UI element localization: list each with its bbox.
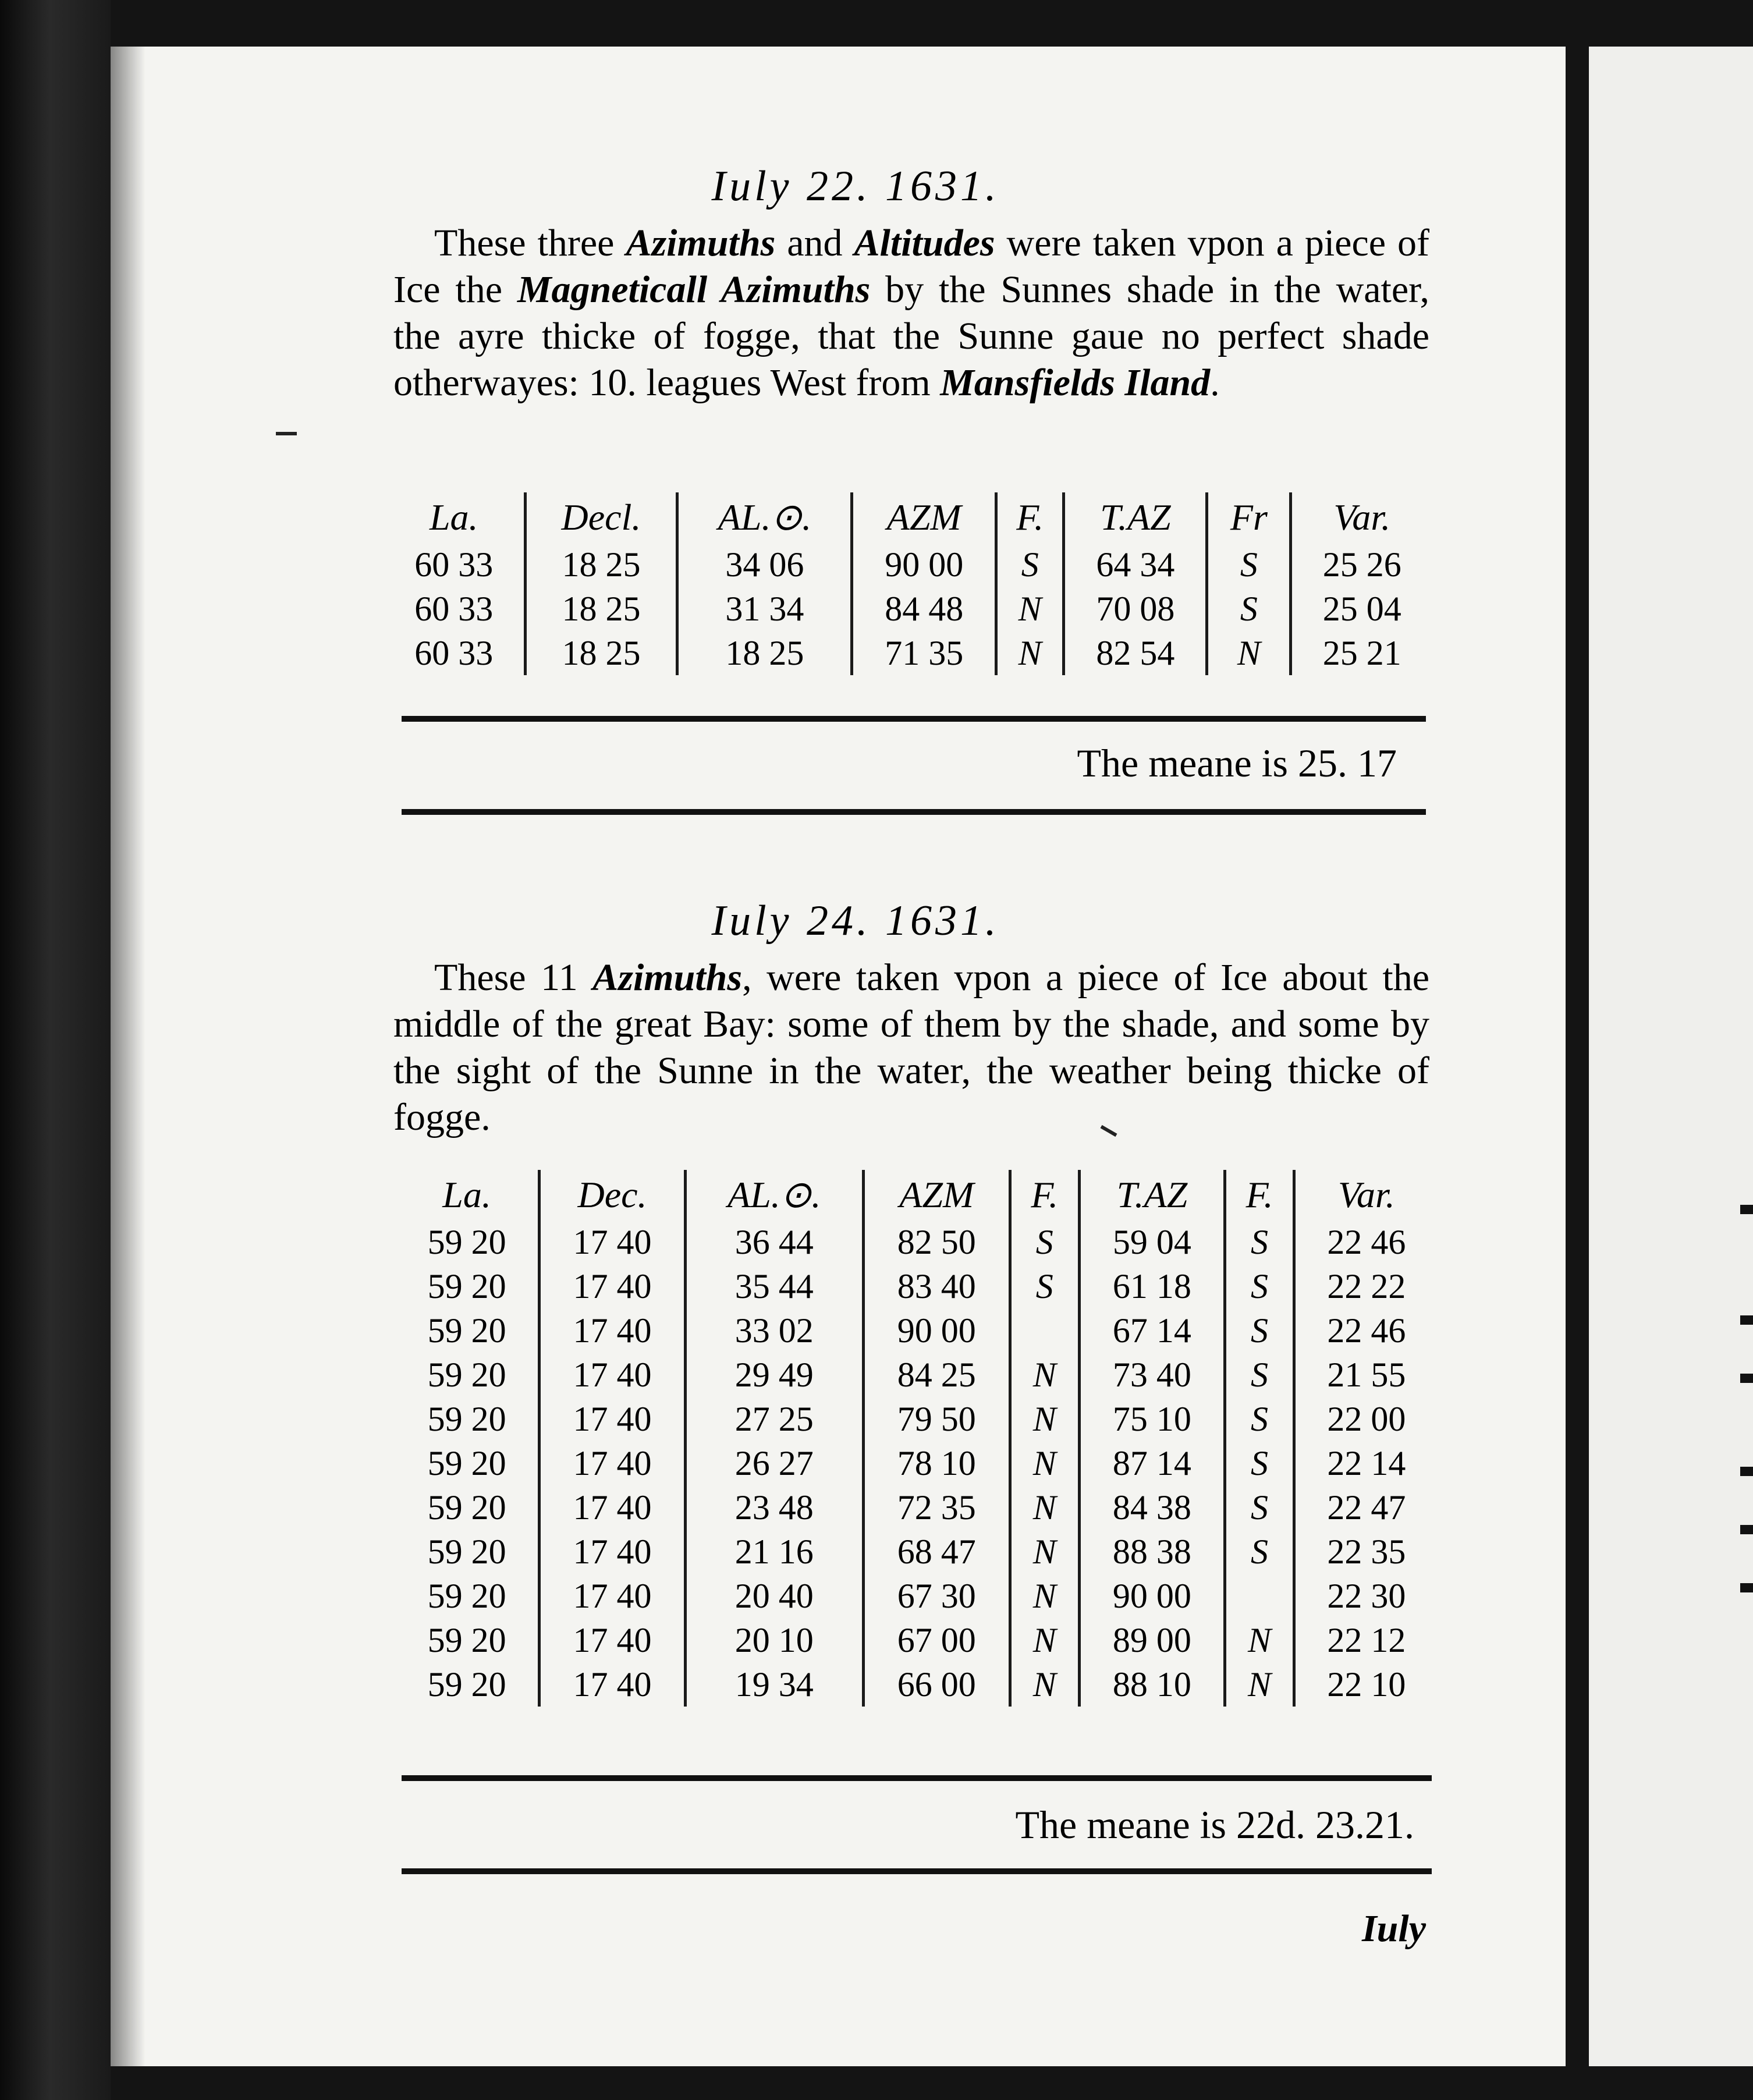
table-cell: N [996, 587, 1064, 631]
table-cell: 75 10 [1079, 1397, 1225, 1441]
table-cell: S [1010, 1220, 1080, 1264]
section1-rule-bottom [402, 809, 1426, 815]
column-header: AZM [852, 492, 996, 542]
table-cell: 18 25 [525, 542, 677, 587]
table-cell: 59 20 [427, 1665, 506, 1704]
table-cell: 22 14 [1294, 1441, 1438, 1485]
table-cell: N [1010, 1574, 1080, 1618]
table-row [396, 1618, 1438, 1662]
table-cell: N [1010, 1441, 1080, 1485]
table-cell: 17 40 [540, 1308, 686, 1353]
table-header-row [384, 492, 1432, 542]
table-cell: 17 40 [540, 1618, 686, 1662]
table-cell: 34 06 [677, 542, 852, 587]
table-cell: 59 20 [427, 1222, 506, 1261]
table-row [396, 1485, 1438, 1530]
column-header: AZM [863, 1170, 1010, 1220]
table-cell: 19 34 [685, 1662, 863, 1707]
table-cell: 27 25 [685, 1397, 863, 1441]
table-row [396, 1530, 1438, 1574]
catchword: Iuly [1362, 1907, 1426, 1950]
table-cell: 25 04 [1291, 587, 1432, 631]
section2-mean: The meane is 22d. 23.21. [1015, 1803, 1414, 1847]
column-header: La. [429, 496, 478, 538]
table-cell: 31 34 [677, 587, 852, 631]
table-cell: 21 16 [685, 1530, 863, 1574]
table-cell: N [1010, 1530, 1080, 1574]
column-header: F. [1010, 1170, 1080, 1220]
section1-heading: Iuly 22. 1631. [711, 162, 1000, 210]
table-row [396, 1308, 1438, 1353]
table-row [396, 1220, 1438, 1264]
table-cell: 17 40 [540, 1662, 686, 1707]
table-cell: S [1225, 1308, 1294, 1353]
table-cell: 17 40 [540, 1397, 686, 1441]
table-cell: 90 00 [852, 542, 996, 587]
table-cell: S [1010, 1264, 1080, 1308]
table-cell: S [1225, 1485, 1294, 1530]
table-cell: 83 40 [863, 1264, 1010, 1308]
table-cell: N [1010, 1353, 1080, 1397]
table-cell: 79 50 [863, 1397, 1010, 1441]
table-cell: 22 47 [1294, 1485, 1438, 1530]
table-cell: 90 00 [863, 1308, 1010, 1353]
table-cell: 84 38 [1079, 1485, 1225, 1530]
table-cell: 70 08 [1064, 587, 1207, 631]
table-cell [1010, 1308, 1080, 1353]
table-cell: 22 46 [1294, 1220, 1438, 1264]
table-cell: 68 47 [863, 1530, 1010, 1574]
table-row [396, 1397, 1438, 1441]
table-cell: 84 48 [852, 587, 996, 631]
table-cell: 22 12 [1294, 1618, 1438, 1662]
table-cell: 22 35 [1294, 1530, 1438, 1574]
table-cell: 20 40 [685, 1574, 863, 1618]
table-cell: 59 20 [427, 1399, 506, 1438]
table-row [396, 1662, 1438, 1707]
table-cell: 22 30 [1294, 1574, 1438, 1618]
table-cell: 18 25 [525, 631, 677, 675]
table-cell: S [1225, 1441, 1294, 1485]
table-cell: 17 40 [540, 1220, 686, 1264]
table-cell: 20 10 [685, 1618, 863, 1662]
table-header-row [396, 1170, 1438, 1220]
table-cell: N [1010, 1397, 1080, 1441]
table-cell: 87 14 [1079, 1441, 1225, 1485]
table-cell: N [996, 631, 1064, 675]
table-cell: 17 40 [540, 1530, 686, 1574]
section2-rule-bottom [402, 1868, 1432, 1874]
table-cell: 21 55 [1294, 1353, 1438, 1397]
table-row [384, 587, 1432, 631]
table-cell: N [1010, 1662, 1080, 1707]
table-cell: 59 20 [427, 1443, 506, 1482]
column-header: AL.⊙. [677, 492, 852, 542]
table-cell [1225, 1574, 1294, 1618]
table-cell: N [1010, 1485, 1080, 1530]
table-cell: 60 33 [414, 633, 494, 672]
section2-paragraph: These 11 Azimuths, were taken vpon a piece of Ice about the middle of the great Bay: some of them by the shade, and some by the sight of the Sunne in the water, the weather being thicke of fogge. [393, 956, 1429, 1138]
section2-table [396, 1170, 1438, 1707]
table-row [384, 631, 1432, 675]
column-header: Decl. [525, 492, 677, 542]
section1-mean: The meane is 25. 17 [1077, 741, 1397, 785]
table-cell: 17 40 [540, 1264, 686, 1308]
section2-heading: Iuly 24. 1631. [711, 897, 1000, 945]
table-cell: 59 20 [427, 1355, 506, 1394]
gutter-shadow [111, 47, 146, 2066]
table-cell: 67 00 [863, 1618, 1010, 1662]
table-cell: 67 14 [1079, 1308, 1225, 1353]
facing-page-edge [1589, 47, 1753, 2066]
table-cell: 71 35 [852, 631, 996, 675]
table-cell: 59 20 [427, 1620, 506, 1659]
table-cell: 89 00 [1079, 1618, 1225, 1662]
table-cell: N [1010, 1618, 1080, 1662]
table-cell: 64 34 [1064, 542, 1207, 587]
column-header: Var. [1294, 1170, 1438, 1220]
table-cell: N [1225, 1618, 1294, 1662]
section1-table [384, 492, 1432, 675]
table-cell: 17 40 [540, 1485, 686, 1530]
column-header: Dec. [540, 1170, 686, 1220]
table-cell: 60 33 [414, 545, 494, 584]
table-cell: 22 10 [1294, 1662, 1438, 1707]
table-cell: 66 00 [863, 1662, 1010, 1707]
table-cell: 78 10 [863, 1441, 1010, 1485]
table-cell: 59 20 [427, 1267, 506, 1306]
table-cell: S [1207, 542, 1291, 587]
table-cell: 29 49 [685, 1353, 863, 1397]
table-cell: N [1207, 631, 1291, 675]
table-cell: 82 54 [1064, 631, 1207, 675]
table-cell: 18 25 [677, 631, 852, 675]
table-row [396, 1574, 1438, 1618]
table-cell: 18 25 [525, 587, 677, 631]
table-row [396, 1441, 1438, 1485]
table-cell: 35 44 [685, 1264, 863, 1308]
table-cell: 33 02 [685, 1308, 863, 1353]
table-cell: 22 00 [1294, 1397, 1438, 1441]
table-cell: 22 46 [1294, 1308, 1438, 1353]
table-cell: 84 25 [863, 1353, 1010, 1397]
table-cell: 36 44 [685, 1220, 863, 1264]
section2-rule-top [402, 1775, 1432, 1781]
table-cell: 88 10 [1079, 1662, 1225, 1707]
table-cell: 72 35 [863, 1485, 1010, 1530]
table-cell: S [1225, 1530, 1294, 1574]
table-cell: 82 50 [863, 1220, 1010, 1264]
table-cell: S [1225, 1353, 1294, 1397]
column-header: Var. [1291, 492, 1432, 542]
table-cell: 59 20 [427, 1311, 506, 1350]
section1-paragraph: These three Azimuths and Altitudes were taken vpon a piece of Ice the Magneticall Azimuths by the Sunnes shade in the water, the ayre thicke of fogge, that the Sunne gaue no perfect shade otherwayes: 10. leagues West from Mansfields Iland. [393, 222, 1430, 404]
table-row [396, 1264, 1438, 1308]
book-edge [0, 0, 111, 2100]
table-cell: S [1225, 1264, 1294, 1308]
table-cell: 59 20 [427, 1532, 506, 1571]
margin-mark [276, 432, 297, 435]
table-cell: 59 20 [427, 1488, 506, 1527]
table-cell: S [1225, 1220, 1294, 1264]
column-header: F. [1225, 1170, 1294, 1220]
column-header: Fr [1207, 492, 1291, 542]
table-row [396, 1353, 1438, 1397]
table-cell: 22 22 [1294, 1264, 1438, 1308]
column-header: La. [442, 1174, 491, 1215]
table-cell: 67 30 [863, 1574, 1010, 1618]
column-header: T.AZ [1064, 492, 1207, 542]
table-cell: S [996, 542, 1064, 587]
table-cell: 17 40 [540, 1441, 686, 1485]
table-cell: 17 40 [540, 1353, 686, 1397]
table-cell: 73 40 [1079, 1353, 1225, 1397]
column-header: T.AZ [1079, 1170, 1225, 1220]
table-cell: 26 27 [685, 1441, 863, 1485]
table-cell: 25 21 [1291, 631, 1432, 675]
section1-rule-top [402, 716, 1426, 722]
table-cell: N [1225, 1662, 1294, 1707]
table-cell: S [1207, 587, 1291, 631]
table-cell: 17 40 [540, 1574, 686, 1618]
table-cell: 88 38 [1079, 1530, 1225, 1574]
table-cell: 61 18 [1079, 1264, 1225, 1308]
table-cell: 25 26 [1291, 542, 1432, 587]
table-cell: S [1225, 1397, 1294, 1441]
column-header: AL.⊙. [685, 1170, 863, 1220]
table-cell: 90 00 [1079, 1574, 1225, 1618]
table-row [384, 542, 1432, 587]
table-cell: 59 04 [1079, 1220, 1225, 1264]
table-cell: 23 48 [685, 1485, 863, 1530]
table-cell: 59 20 [427, 1576, 506, 1615]
column-header: F. [996, 492, 1064, 542]
table-cell: 60 33 [414, 589, 494, 628]
